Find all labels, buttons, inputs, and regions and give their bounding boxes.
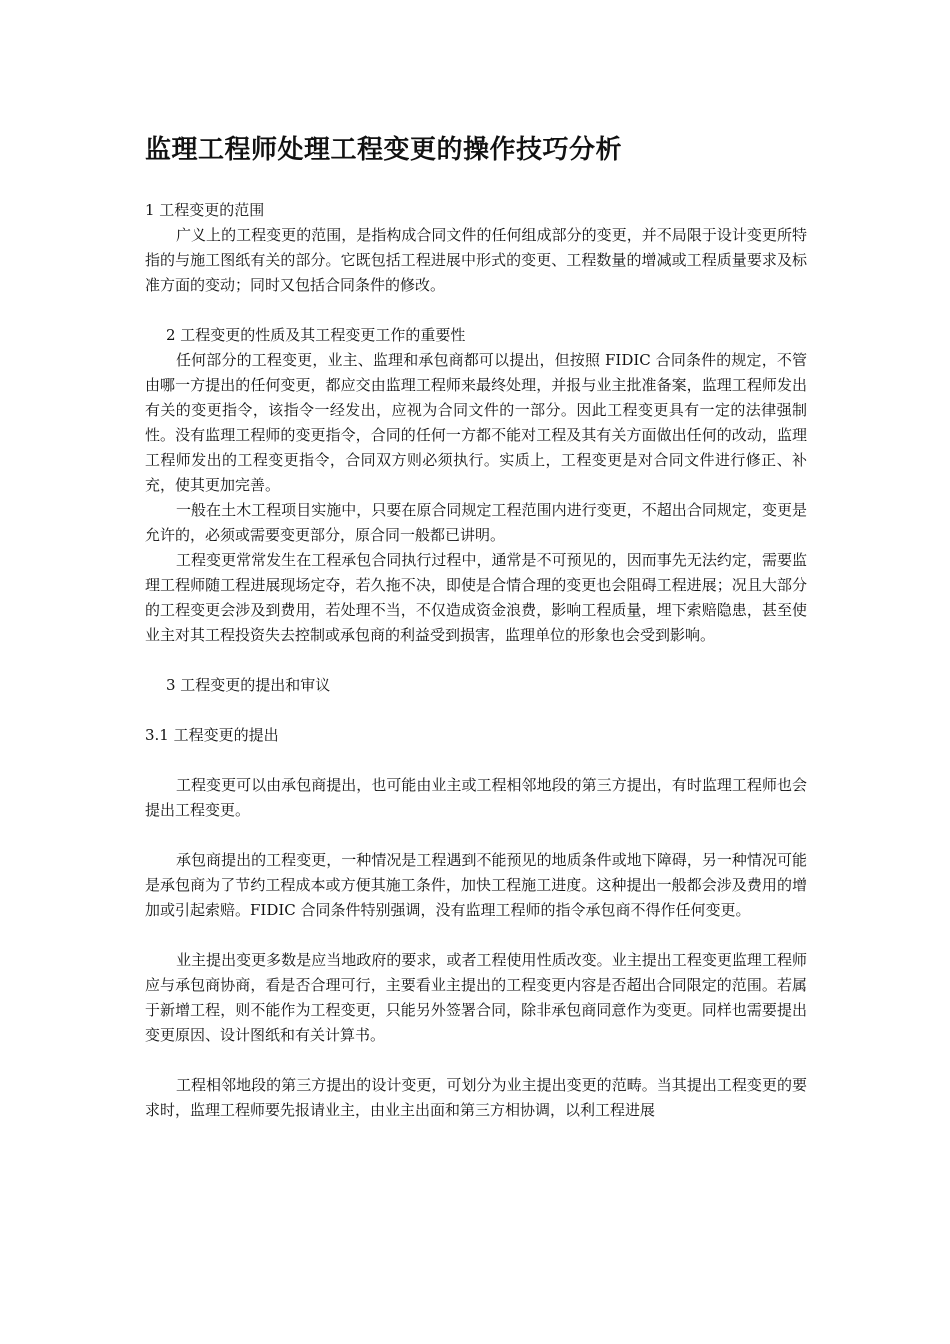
section-2-paragraph-3: 工程变更常常发生在工程承包合同执行过程中，通常是不可预见的，因而事先无法约定，需要监理工程师随工程进展现场定夺，若久拖不决，即使是合情合理的变更也会阻碍工程进展；况且大部分的工程变更会涉及到费用，若处理不当，不仅造成资金浪费，影响工程质量，埋下索赔隐患，甚至使业主对其工程投资失去控制或承包商的利益受到损害，监理单位的形象也会受到影响。 bbox=[145, 551, 807, 644]
section-2-paragraph-2: 一般在土木工程项目实施中，只要在原合同规定工程范围内进行变更，不超出合同规定，变更是允许的，必须或需要变更部分，原合同一般都已讲明。 bbox=[145, 501, 807, 544]
spacer bbox=[145, 298, 807, 323]
section-3-1-paragraph-2: 承包商提出的工程变更，一种情况是工程遇到不能预见的地质条件或地下障碍，另一种情况可能是承包商为了节约工程成本或方便其施工条件，加快工程施工进度。这种提出一般都会涉及费用的增加或引起索赔。FIDIC 合同条件特别强调，没有监理工程师的指令承包商不得作任何变更。 bbox=[145, 851, 807, 919]
spacer bbox=[145, 648, 807, 673]
spacer bbox=[145, 823, 807, 848]
section-3-1-paragraph-4: 工程相邻地段的第三方提出的设计变更，可划分为业主提出变更的范畴。当其提出工程变更的要求时，监理工程师要先报请业主，由业主出面和第三方相协调，以利工程进展 bbox=[145, 1076, 807, 1119]
section-3-1-paragraph-3: 业主提出变更多数是应当地政府的要求，或者工程使用性质改变。业主提出工程变更监理工程师应与承包商协商，看是否合理可行，主要看业主提出的工程变更内容是否超出合同限定的范围。若属于新增工程，则不能作为工程变更，只能另外签署合同，除非承包商同意作为变更。同样也需要提出变更原因、设计图纸和有关计算书。 bbox=[145, 951, 807, 1044]
document-page bbox=[145, 128, 807, 1123]
section-3-1-paragraph-1: 工程变更可以由承包商提出，也可能由业主或工程相邻地段的第三方提出，有时监理工程师也会提出工程变更。 bbox=[145, 776, 807, 819]
section-2-heading: 2 工程变更的性质及其工程变更工作的重要性 bbox=[166, 326, 466, 344]
spacer bbox=[145, 1048, 807, 1073]
spacer bbox=[145, 748, 807, 773]
section-3-heading: 3 工程变更的提出和审议 bbox=[166, 676, 331, 694]
section-2-paragraph-1: 任何部分的工程变更，业主、监理和承包商都可以提出，但按照 FIDIC 合同条件的规定，不管由哪一方提出的任何变更，都应交由监理工程师来最终处理，并报与业主批准备案，监理工程师发出有关的变更指令，该指令一经发出，应视为合同文件的一部分。因此工程变更具有一定的法律强制性。没有监理工程师的变更指令，合同的任何一方都不能对工程及其有关方面做出任何的改动，监理工程师发出的工程变更指令，合同双方则必须执行。实质上，工程变更是对合同文件进行修正、补充，使其更加完善。 bbox=[145, 351, 807, 494]
section-3-1-heading: 3.1 工程变更的提出 bbox=[145, 726, 279, 744]
section-1-paragraph-1: 广义上的工程变更的范围，是指构成合同文件的任何组成部分的变更，并不局限于设计变更所特指的与施工图纸有关的部分。它既包括工程进展中形式的变更、工程数量的增减或工程质量要求及标准方面的变动；同时又包括合同条件的修改。 bbox=[145, 226, 807, 294]
section-1-heading: 1 工程变更的范围 bbox=[145, 201, 265, 219]
spacer bbox=[145, 698, 807, 723]
spacer bbox=[145, 923, 807, 948]
page-title: 监理工程师处理工程变更的操作技巧分析 bbox=[145, 135, 623, 165]
